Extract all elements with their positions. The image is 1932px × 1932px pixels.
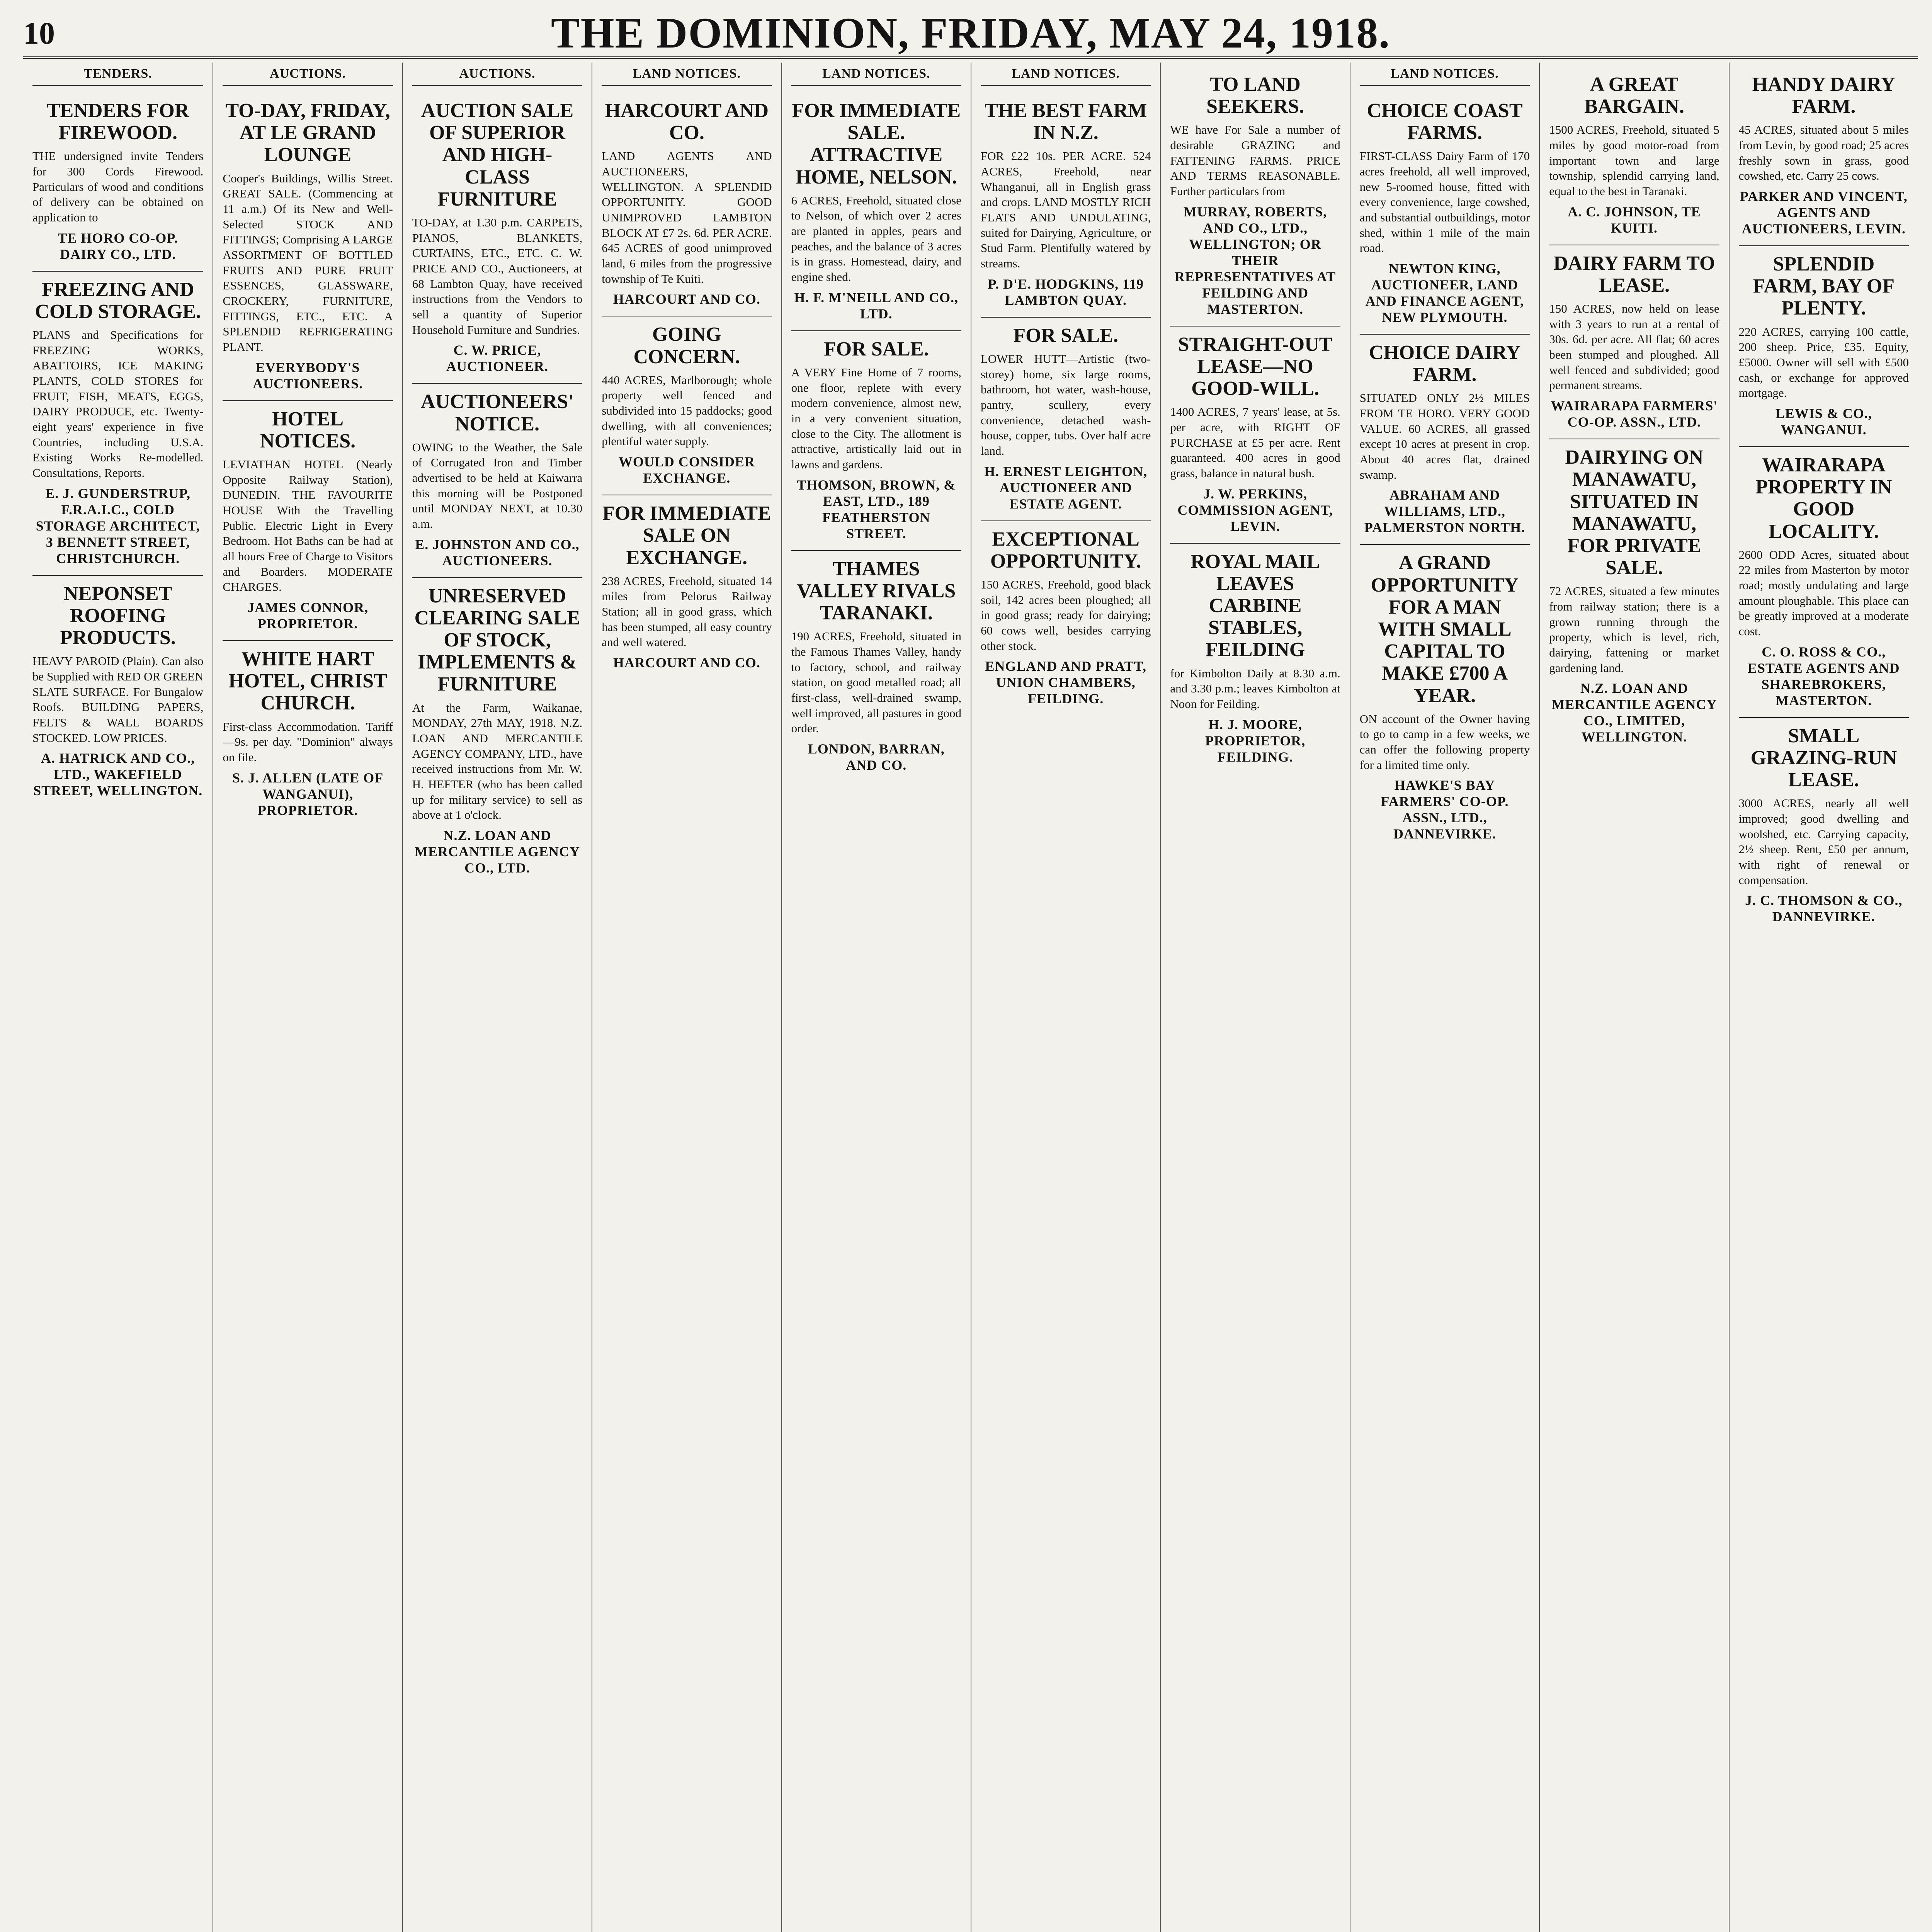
ad-body: SITUATED ONLY 2½ MILES FROM TE HORO. VERY GOOD VALUE. 60 ACRES, all grassed except 10 acres at present in crop. About 40 acres flat, drained swamp. (1359, 391, 1530, 481)
ad-body: At the Farm, Waikanae, MONDAY, 27th MAY, 1918. N.Z. LOAN AND MERCANTILE AGENCY COMPANY, LTD., have received instructions from Mr. W. H. HEFTER (who has been called up for military service) to sell as above at 1 o'clock. (412, 701, 583, 822)
ad-title: NEPONSET ROOFING PRODUCTS. (60, 582, 176, 649)
ad-advertiser: S. J. ALLEN (LATE OF WANGANUI), PROPRIETOR. (232, 770, 384, 818)
ad-body: 440 ACRES, Marlborough; whole property well fenced and subdivided into 15 paddocks; good dwelling, with all conveniences; plentiful water supply. (602, 373, 772, 448)
ad-body: LEVIATHAN HOTEL (Nearly Opposite Railway Station), DUNEDIN. THE FAVOURITE HOUSE With the Travelling Public. Electric Light in Every Bedroom. Hot Baths can be had at all hours Free of Charge to Visitors and Boarders. MODERATE CHARGES. (223, 457, 393, 594)
ad-body: 3000 ACRES, nearly all well improved; good dwelling and woolshed, etc. Carrying capacity, 2½ sheep. Rent, £50 per annum, with right of renewal or compensation. (1738, 796, 1909, 887)
newspaper-column (402, 63, 592, 1932)
newspaper-column (213, 63, 402, 1932)
ad-advertiser: E. J. GUNDERSTRUP, F.R.A.I.C., COLD STORAGE ARCHITECT, 3 BENNETT STREET, CHRISTCHURCH. (36, 485, 200, 566)
ad-title: WHITE HART HOTEL, CHRIST CHURCH. (228, 648, 387, 714)
ad-advertiser: HARCOURT AND CO. (613, 291, 760, 307)
ad-body: 6 ACRES, Freehold, situated close to Nelson, of which over 2 acres are planted in apples, pears and peaches, and the balance of 3 acres is in grass. Homestead, dairy, and engine shed. (791, 193, 961, 284)
advertisement (602, 93, 772, 316)
advertisement (223, 93, 393, 401)
ad-title: STRAIGHT-OUT LEASE—NO GOOD-WILL. (1178, 333, 1333, 400)
advertisement (1170, 66, 1340, 327)
ad-advertiser: HARCOURT AND CO. (613, 655, 760, 671)
ad-title: DAIRYING ON MANAWATU, SITUATED IN MANAWATU, FOR PRIVATE SALE. (1565, 446, 1704, 579)
column-header: LAND NOTICES. (981, 66, 1151, 86)
ad-advertiser: HAWKE'S BAY FARMERS' CO-OP. ASSN., LTD., DANNEVIRKE. (1381, 777, 1509, 842)
ad-title: ROYAL MAIL LEAVES CARBINE STABLES, FEILDING (1190, 550, 1320, 661)
ad-advertiser: WAIRARAPA FARMERS' CO-OP. ASSN., LTD. (1551, 398, 1718, 430)
advertisement (223, 401, 393, 641)
ad-title: FOR IMMEDIATE SALE. ATTRACTIVE HOME, NELSON. (792, 100, 961, 188)
ad-title: HARCOURT AND CO. (605, 100, 769, 144)
ad-advertiser: N.Z. LOAN AND MERCANTILE AGENCY CO., LTD. (414, 828, 580, 876)
ad-title: FOR IMMEDIATE SALE ON EXCHANGE. (602, 502, 771, 569)
ad-title: A GREAT BARGAIN. (1584, 73, 1684, 118)
ad-advertiser: P. D'E. HODGKINS, 119 LAMBTON QUAY. (988, 276, 1144, 308)
ad-advertiser: J. W. PERKINS, COMMISSION AGENT, LEVIN. (1177, 486, 1333, 534)
ad-body: TO-DAY, at 1.30 p.m. CARPETS, PIANOS, BLANKETS, CURTAINS, ETC., ETC. C. W. PRICE AND CO., Auctioneers, at 68 Lambton Quay, have received instructions from the Vendors to sell a quantity of Superior Household Furniture and Sundries. (412, 215, 583, 337)
ad-body: OWING to the Weather, the Sale of Corrugated Iron and Timber advertised to be held at Kaiwarra this morning will be Postponed until MONDAY NEXT, at 10.30 a.m. (412, 440, 583, 531)
ad-title: HANDY DAIRY FARM. (1752, 73, 1895, 118)
ad-title: AUCTIONEERS' NOTICE. (421, 391, 574, 435)
ad-advertiser: A. C. JOHNSON, TE KUITI. (1568, 204, 1701, 236)
advertisement (1360, 93, 1530, 335)
page-number: 10 (23, 15, 55, 51)
ad-title: HOTEL NOTICES. (260, 408, 356, 452)
advertisement (1360, 335, 1530, 545)
ad-advertiser: ENGLAND AND PRATT, UNION CHAMBERS, FEILDING. (985, 658, 1147, 707)
advertisement (412, 93, 582, 384)
ad-advertiser: ABRAHAM AND WILLIAMS, LTD., PALMERSTON NORTH. (1364, 487, 1526, 536)
ad-body: 190 ACRES, Freehold, situated in the Famous Thames Valley, handy to factory, school, and railway station, on good metalled road; all first-class, well-drained swamp, well improved, all pastures in good order. (791, 629, 961, 735)
ad-body: FOR £22 10s. PER ACRE. 524 ACRES, Freehold, near Whanganui, all in English grass and crops. LAND MOSTLY RICH FLATS AND UNDULATING, suited for Dairying, Agriculture, or Stud Farm. Plentifully watered by streams. (980, 149, 1151, 270)
ad-title: GOING CONCERN. (633, 323, 740, 368)
advertisement (412, 578, 582, 884)
ad-title: TO LAND SEEKERS. (1206, 73, 1304, 118)
advertisement (1549, 245, 1719, 439)
ad-advertiser: H. J. MOORE, PROPRIETOR, FEILDING. (1205, 716, 1306, 765)
column-header: AUCTIONS. (223, 66, 393, 86)
ad-advertiser: TE HORO CO-OP. DAIRY CO., LTD. (58, 230, 179, 262)
ad-advertiser: N.Z. LOAN AND MERCANTILE AGENCY CO., LIMITED, WELLINGTON. (1551, 680, 1717, 745)
masthead (23, 10, 1918, 59)
ad-body: 45 ACRES, situated about 5 miles from Levin, by good road; 25 acres freshly sown in grass, good cowshed, etc. Carry 25 cows. (1738, 123, 1909, 183)
ad-advertiser: C. O. ROSS & CO., ESTATE AGENTS AND SHAREBROKERS, MASTERTON. (1747, 644, 1900, 708)
ad-body: 2600 ODD Acres, situated about 22 miles from Masterton by motor road; mostly undulating and large amount ploughable. This place can be greatly improved at a moderate cost. (1738, 548, 1909, 638)
columns-grid (23, 63, 1918, 1932)
column-header: LAND NOTICES. (791, 66, 961, 86)
ad-title: FOR SALE. (1013, 324, 1118, 347)
ad-body: 1400 ACRES, 7 years' lease, at 5s. per acre, with RIGHT OF PURCHASE at £5 per acre. Rent guaranteed. 400 acres in good grass, balance in natural bush. (1170, 405, 1340, 480)
advertisement (1739, 66, 1909, 246)
advertisement (791, 331, 961, 551)
advertisement (32, 272, 203, 576)
newspaper-column (781, 63, 971, 1932)
column-header: LAND NOTICES. (1360, 66, 1530, 86)
newspaper-column (1350, 63, 1539, 1932)
advertisement (1549, 66, 1719, 245)
ad-title: CHOICE COAST FARMS. (1367, 100, 1523, 144)
ad-title: UNRESERVED CLEARING SALE OF STOCK, IMPLEMENTS & FURNITURE (414, 585, 580, 696)
ad-body: THE undersigned invite Tenders for 300 Cords Firewood. Particulars of wood and conditions of delivery can be obtained on application to (32, 149, 204, 224)
ad-title: TENDERS FOR FIREWOOD. (46, 100, 189, 144)
ad-body: PLANS and Specifications for FREEZING WORKS, ABATTOIRS, ICE MAKING PLANTS, COLD STORES for FRUIT, FISH, MEATS, EGGS, DAIRY PRODUCE, etc. Twenty-eight years' experience in five Countries, including U.S.A. Existing Works Re-modelled. Consultations, Reports. (32, 328, 204, 480)
ad-body: ON account of the Owner having to go to camp in a few weeks, we can offer the following property for a limited time only. (1359, 712, 1530, 772)
ad-title: TO-DAY, FRIDAY, AT LE GRAND LOUNGE (225, 100, 390, 166)
ad-advertiser: THOMSON, BROWN, & EAST, LTD., 189 FEATHERSTON STREET. (797, 477, 956, 541)
ad-advertiser: H. ERNEST LEIGHTON, AUCTIONEER AND ESTATE AGENT. (984, 463, 1148, 512)
ad-advertiser: LEWIS & CO., WANGANUI. (1775, 405, 1872, 437)
newspaper-column (1729, 63, 1918, 1932)
ad-title: EXCEPTIONAL OPPORTUNITY. (990, 528, 1141, 572)
ad-advertiser: E. JOHNSTON AND CO., AUCTIONEERS. (415, 536, 580, 568)
column-header: LAND NOTICES. (602, 66, 772, 86)
column-header: AUCTIONS. (412, 66, 582, 86)
ad-body: First-class Accommodation. Tariff—9s. per day. "Dominion" always on file. (223, 719, 393, 764)
ad-title: SMALL GRAZING-RUN LEASE. (1750, 724, 1897, 791)
ad-title: WAIRARAPA PROPERTY IN GOOD LOCALITY. (1755, 454, 1892, 543)
advertisement (1170, 544, 1340, 774)
ad-advertiser: PARKER AND VINCENT, AGENTS AND AUCTIONEERS, LEVIN. (1740, 189, 1908, 237)
ad-advertiser: JAMES CONNOR, PROPRIETOR. (247, 600, 369, 632)
newspaper-column (23, 63, 213, 1932)
advertisement (32, 576, 203, 808)
ad-body: 72 ACRES, situated a few minutes from railway station; there is a grown running through the property, which is level, rich, dairying, fattening or market gardening land. (1549, 584, 1719, 675)
advertisement (602, 316, 772, 495)
ad-body: HEAVY PAROID (Plain). Can also be Supplied with RED OR GREEN SLATE SURFACE. For Bungalow Roofs. BUILDING PAPERS, FELTS & WALL BOARDS STOCKED. LOW PRICES. (32, 654, 204, 745)
advertisement (223, 641, 393, 827)
ad-body: LAND AGENTS AND AUCTIONEERS, WELLINGTON. A SPLENDID OPPORTUNITY. GOOD UNIMPROVED LAMBTON BLOCK AT £7 2s. 6d. PER ACRE. 645 ACRES of good unimproved land, 6 miles from the progressive township of Te Kuiti. (602, 149, 772, 286)
ad-advertiser: H. F. M'NEILL AND CO., LTD. (794, 289, 959, 321)
ad-advertiser: NEWTON KING, AUCTIONEER, LAND AND FINANCE AGENT, NEW PLYMOUTH. (1365, 261, 1524, 325)
ad-body: 220 ACRES, carrying 100 cattle, 200 sheep. Price, £35. Equity, £5000. Owner will sell with £500 cash, or exchange for approved mortgage. (1738, 325, 1909, 400)
ad-title: SPLENDID FARM, BAY OF PLENTY. (1753, 253, 1895, 320)
newspaper-title: THE DOMINION, FRIDAY, MAY 24, 1918. (551, 9, 1391, 57)
ad-body: 1500 ACRES, Freehold, situated 5 miles by good motor-road from important town and large township, splendid carrying land, equal to the best in Taranaki. (1549, 123, 1719, 198)
ad-body: A VERY Fine Home of 7 rooms, one floor, replete with every modern convenience, almost new, in a very convenient situation, close to the City. The allotment is attractive, artistically laid out in lawns and gardens. (791, 365, 961, 471)
ad-title: FOR SALE. (823, 338, 929, 360)
ad-title: AUCTION SALE OF SUPERIOR AND HIGH-CLASS FURNITURE (421, 100, 574, 210)
ad-advertiser: MURRAY, ROBERTS, AND CO., LTD., WELLINGTON; OR THEIR REPRESENTATIVES AT FEILDING AND MASTERTON. (1175, 204, 1336, 317)
advertisement (412, 384, 582, 578)
column-header: TENDERS. (32, 66, 203, 86)
advertisement (1739, 447, 1909, 718)
advertisement (981, 93, 1151, 318)
ad-body: for Kimbolton Daily at 8.30 a.m. and 3.30 p.m.; leaves Kimbolton at Noon for Feilding. (1170, 666, 1340, 711)
ad-body: 150 ACRES, Freehold, good black soil, 142 acres been ploughed; all in good grass; ready for dairying; 60 cows well, besides carrying other stock. (980, 578, 1151, 653)
ad-advertiser: A. HATRICK AND CO., LTD., WAKEFIELD STREET, WELLINGTON. (33, 750, 203, 799)
ad-advertiser: C. W. PRICE, AUCTIONEER. (446, 342, 549, 374)
ad-advertiser: EVERYBODY'S AUCTIONEERS. (253, 359, 363, 391)
ad-body: 238 ACRES, Freehold, situated 14 miles from Pelorus Railway Station; all in good grass, which has been stumped, all easy country and well watered. (602, 574, 772, 649)
advertisement (32, 93, 203, 272)
newspaper-column (1539, 63, 1728, 1932)
ad-title: DAIRY FARM TO LEASE. (1553, 252, 1715, 296)
advertisement (1739, 246, 1909, 447)
newspaper-column (971, 63, 1160, 1932)
advertisement (1549, 439, 1719, 753)
advertisement (1360, 545, 1530, 850)
newspaper-column (592, 63, 781, 1932)
advertisement (791, 551, 961, 782)
ad-body: WE have For Sale a number of desirable GRAZING and FATTENING FARMS. PRICE AND TERMS REASONABLE. Further particulars from (1170, 123, 1340, 198)
advertisement (1739, 718, 1909, 934)
newspaper-column (1160, 63, 1349, 1932)
ad-title: FREEZING AND COLD STORAGE. (35, 278, 201, 323)
ad-advertiser: LONDON, BARRAN, AND CO. (808, 741, 945, 773)
advertisement (791, 93, 961, 331)
ad-title: CHOICE DAIRY FARM. (1369, 342, 1521, 386)
ad-advertiser: J. C. THOMSON & CO., DANNEVIRKE. (1745, 893, 1903, 925)
advertisement (1170, 327, 1340, 544)
ad-advertiser: WOULD CONSIDER EXCHANGE. (618, 454, 755, 486)
advertisement (602, 495, 772, 679)
advertisement (981, 521, 1151, 716)
ad-title: A GRAND OPPORTUNITY FOR A MAN WITH SMALL CAPITAL TO MAKE £700 A YEAR. (1371, 552, 1519, 707)
advertisement (981, 318, 1151, 521)
ad-body: Cooper's Buildings, Willis Street. GREAT SALE. (Commencing at 11 a.m.) Of its New and Well-Selected STOCK AND FITTINGS; Comprising A LARGE ASSORTMENT OF BOTTLED FRUITS AND PURE FRUIT ESSENCES, GLASSWARE, CROCKERY, FURNITURE, FITTINGS, ETC., ETC. A SPLENDID REFRIGERATING PLANT. (223, 171, 393, 354)
ad-title: THAMES VALLEY RIVALS TARANAKI. (797, 558, 956, 624)
ad-body: 150 ACRES, now held on lease with 3 years to run at a rental of 30s. 6d. per acre. All flat; 60 acres been stumped and ploughed. All well fenced and subdivided; good permanent streams. (1549, 302, 1719, 392)
ad-title: THE BEST FARM IN N.Z. (985, 100, 1147, 144)
ad-body: LOWER HUTT—Artistic (two-storey) home, six large rooms, bathroom, hot water, wash-house, pantry, scullery, every convenience, detached wash-house, copper, tubs. Over half acre land. (980, 352, 1151, 457)
ad-body: FIRST-CLASS Dairy Farm of 170 acres freehold, all well improved, new 5-roomed house, fitted with every convenience, large cowshed, and substantial outbuildings, motor shed, within 1 mile of the main road. (1359, 149, 1530, 255)
